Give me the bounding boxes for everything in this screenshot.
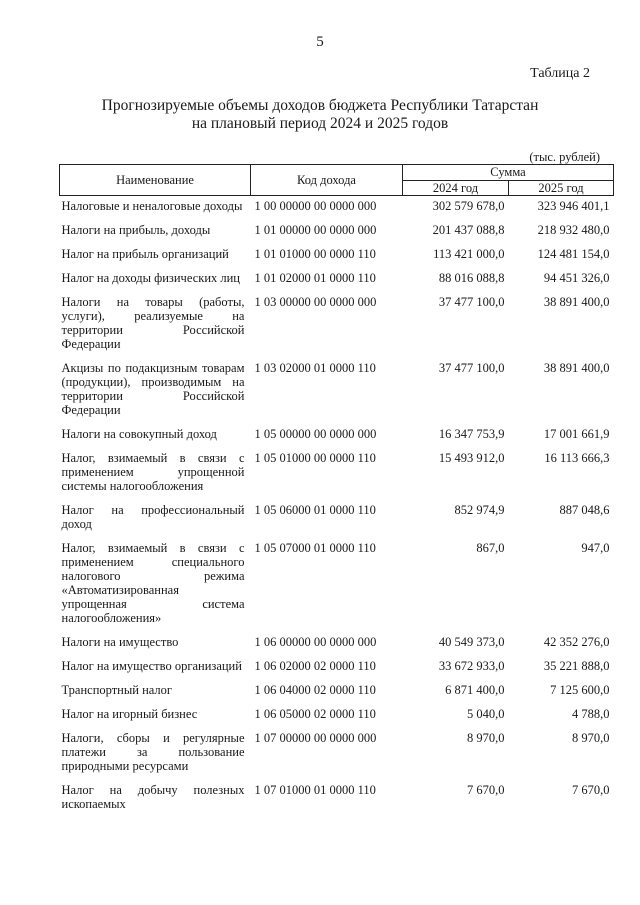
income-code-cell: 1 03 00000 00 0000 000 (254, 295, 377, 309)
amount-2024-cell: 7 670,0 (467, 783, 505, 797)
income-name-cell: Налоги на имущество (61, 635, 179, 649)
table-row (60, 358, 614, 424)
page-title (0, 97, 640, 133)
income-name-cell: Налог, взимаемый в связи с применением специального налогового режима «Автоматизированная упрощенная система налогообложения» (61, 541, 245, 625)
income-name-cell: Налоги, сборы и регулярные платежи за пользование природными ресурсами (61, 731, 245, 773)
amount-2025-cell: 7 670,0 (572, 783, 610, 797)
amount-2024-cell: 302 579 678,0 (432, 199, 505, 213)
income-name-cell: Налоги на товары (работы, услуги), реализуемые на территории Российской Федерации (61, 295, 245, 351)
table-row (60, 680, 614, 704)
table-row (60, 292, 614, 358)
income-name-cell: Налог на доходы физических лиц (61, 271, 240, 285)
table-row (60, 780, 614, 818)
amount-2025-cell: 38 891 400,0 (543, 361, 610, 375)
income-code-cell: 1 01 02000 01 0000 110 (254, 271, 376, 285)
income-name-cell: Налог на добычу полезных ископаемых (61, 783, 245, 811)
amount-2025-cell: 8 970,0 (572, 731, 610, 745)
amount-2025-cell: 947,0 (581, 541, 610, 555)
amount-2024-cell: 852 974,9 (454, 503, 505, 517)
income-code-cell: 1 07 00000 00 0000 000 (254, 731, 377, 745)
amount-2024-cell: 867,0 (476, 541, 505, 555)
income-name-cell: Акцизы по подакцизным товарам (продукции), производимым на территории Российской Федерации (61, 361, 245, 417)
income-code-cell: 1 05 01000 00 0000 110 (254, 451, 376, 465)
table-row (60, 424, 614, 448)
table-label: Таблица 2 (530, 66, 590, 81)
amount-2024-cell: 88 016 088,8 (438, 271, 505, 285)
amount-2025-cell: 94 451 326,0 (543, 271, 610, 285)
amount-2025-cell: 38 891 400,0 (543, 295, 610, 309)
header-year-2024: 2024 год (403, 180, 509, 196)
income-code-cell: 1 06 04000 02 0000 110 (254, 683, 376, 697)
table-row (60, 656, 614, 680)
amount-2024-cell: 16 347 753,9 (438, 427, 505, 441)
revenue-table (59, 164, 614, 818)
income-code-cell: 1 01 00000 00 0000 000 (254, 223, 377, 237)
income-name-cell: Налог на имущество организаций (61, 659, 242, 673)
table-row (60, 268, 614, 292)
amount-2025-cell: 17 001 661,9 (543, 427, 610, 441)
amount-2025-cell: 124 481 154,0 (537, 247, 610, 261)
income-code-cell: 1 05 06000 01 0000 110 (254, 503, 376, 517)
title-line-2: на плановый период 2024 и 2025 годов (191, 115, 449, 132)
amount-2025-cell: 4 788,0 (572, 707, 610, 721)
income-code-cell: 1 03 02000 01 0000 110 (254, 361, 376, 375)
table-row (60, 196, 614, 221)
amount-2025-cell: 42 352 276,0 (543, 635, 610, 649)
income-code-cell: 1 06 00000 00 0000 000 (254, 635, 377, 649)
amount-2024-cell: 201 437 088,8 (432, 223, 505, 237)
page-number: 5 (316, 34, 324, 50)
amount-2024-cell: 113 421 000,0 (433, 247, 505, 261)
income-code-cell: 1 06 05000 02 0000 110 (254, 707, 376, 721)
amount-2024-cell: 15 493 912,0 (438, 451, 505, 465)
amount-2024-cell: 40 549 373,0 (438, 635, 505, 649)
income-code-cell: 1 05 07000 01 0000 110 (254, 541, 376, 555)
table-row (60, 632, 614, 656)
table-row (60, 728, 614, 780)
table-row (60, 220, 614, 244)
amount-2024-cell: 37 477 100,0 (438, 361, 505, 375)
income-code-cell: 1 00 00000 00 0000 000 (254, 199, 377, 213)
table-header (60, 165, 614, 196)
income-name-cell: Налоги на совокупный доход (61, 427, 217, 441)
amount-2025-cell: 16 113 666,3 (544, 451, 610, 465)
income-code-cell: 1 06 02000 02 0000 110 (254, 659, 376, 673)
header-name: Наименование (60, 165, 251, 196)
table-row (60, 500, 614, 538)
income-name-cell: Налоговые и неналоговые доходы (61, 199, 243, 213)
income-code-cell: 1 01 01000 00 0000 110 (254, 247, 376, 261)
amount-2025-cell: 323 946 401,1 (537, 199, 610, 213)
income-name-cell: Транспортный налог (61, 683, 173, 697)
header-sum: Сумма (403, 165, 614, 181)
income-name-cell: Налог, взимаемый в связи с применением упрощенной системы налогообложения (61, 451, 245, 493)
table-row (60, 538, 614, 632)
table-row (60, 704, 614, 728)
table-row (60, 244, 614, 268)
units-label: (тыс. рублей) (529, 150, 600, 164)
amount-2024-cell: 6 871 400,0 (445, 683, 505, 697)
income-name-cell: Налог на игорный бизнес (61, 707, 198, 721)
amount-2025-cell: 218 932 480,0 (537, 223, 610, 237)
amount-2024-cell: 8 970,0 (467, 731, 505, 745)
header-year-2025: 2025 год (509, 180, 614, 196)
amount-2024-cell: 5 040,0 (467, 707, 505, 721)
income-name-cell: Налоги на прибыль, доходы (61, 223, 211, 237)
income-name-cell: Налог на профессиональный доход (61, 503, 245, 531)
income-name-cell: Налог на прибыль организаций (61, 247, 229, 261)
income-code-cell: 1 07 01000 01 0000 110 (254, 783, 376, 797)
amount-2024-cell: 33 672 933,0 (438, 659, 505, 673)
amount-2025-cell: 7 125 600,0 (550, 683, 610, 697)
header-code: Код дохода (251, 165, 403, 196)
amount-2024-cell: 37 477 100,0 (438, 295, 505, 309)
income-code-cell: 1 05 00000 00 0000 000 (254, 427, 377, 441)
title-line-1: Прогнозируемые объемы доходов бюджета Республики Татарстан (101, 97, 539, 114)
amount-2025-cell: 887 048,6 (559, 503, 610, 517)
table-body (60, 196, 614, 819)
table-row (60, 448, 614, 500)
amount-2025-cell: 35 221 888,0 (543, 659, 610, 673)
